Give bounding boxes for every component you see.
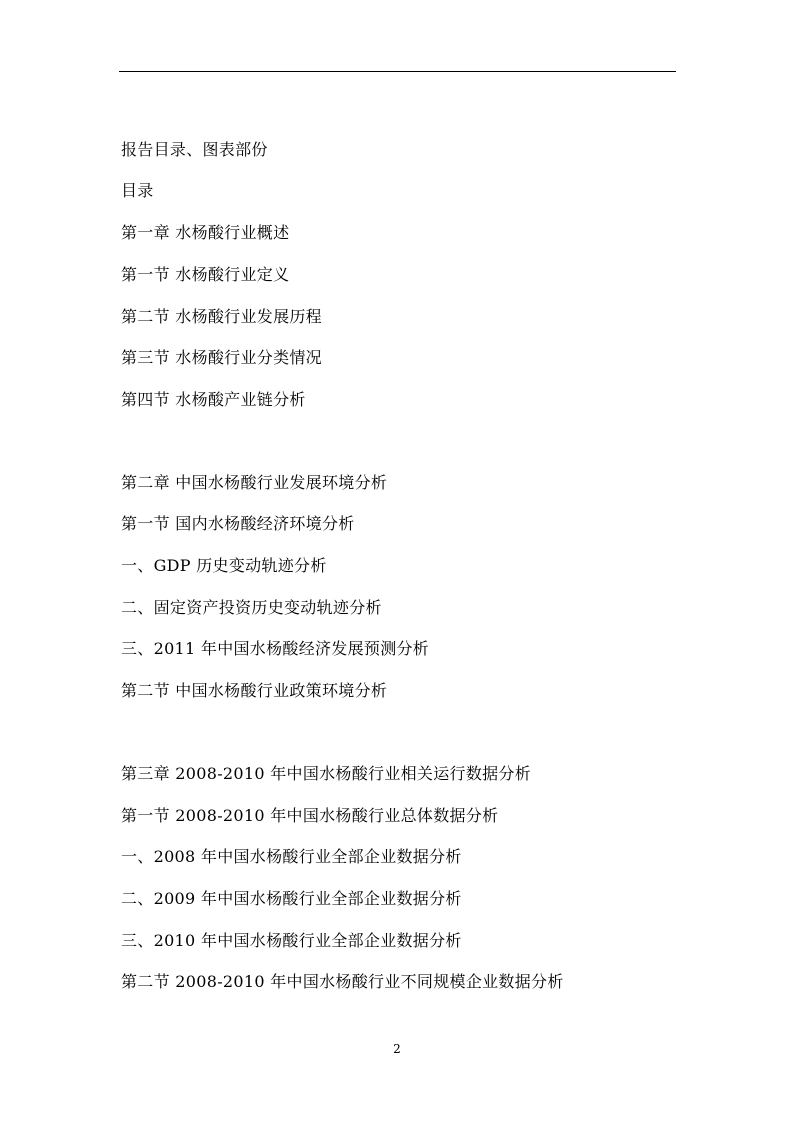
toc-entry: 第一节 水杨酸行业定义 [121, 265, 290, 284]
toc-entry: 二、2009 年中国水杨酸行业全部企业数据分析 [121, 889, 462, 908]
toc-entry: 第一节 2008-2010 年中国水杨酸行业总体数据分析 [121, 806, 499, 825]
toc-entry: 第一节 国内水杨酸经济环境分析 [121, 514, 355, 533]
toc-entry: 第二节 2008-2010 年中国水杨酸行业不同规模企业数据分析 [121, 972, 564, 991]
toc-entry: 第二节 水杨酸行业发展历程 [121, 307, 322, 326]
toc-entry: 三、2010 年中国水杨酸行业全部企业数据分析 [121, 931, 462, 950]
toc-entry: 一、GDP 历史变动轨迹分析 [121, 556, 327, 575]
toc-entry: 第三章 2008-2010 年中国水杨酸行业相关运行数据分析 [121, 764, 532, 783]
toc-title: 目录 [121, 181, 154, 200]
toc-entry: 二、固定资产投资历史变动轨迹分析 [121, 598, 382, 617]
toc-entry: 第二节 中国水杨酸行业政策环境分析 [121, 681, 388, 700]
toc-entry: 第三节 水杨酸行业分类情况 [121, 348, 322, 367]
report-heading: 报告目录、图表部份 [121, 140, 268, 159]
toc-entry: 第二章 中国水杨酸行业发展环境分析 [121, 473, 388, 492]
toc-entry: 第一章 水杨酸行业概述 [121, 223, 290, 242]
header-rule [119, 71, 676, 72]
toc-entry: 第四节 水杨酸产业链分析 [121, 390, 306, 409]
page-number: 2 [393, 1042, 401, 1056]
toc-entry: 三、2011 年中国水杨酸经济发展预测分析 [121, 639, 430, 658]
toc-entry: 一、2008 年中国水杨酸行业全部企业数据分析 [121, 847, 462, 866]
